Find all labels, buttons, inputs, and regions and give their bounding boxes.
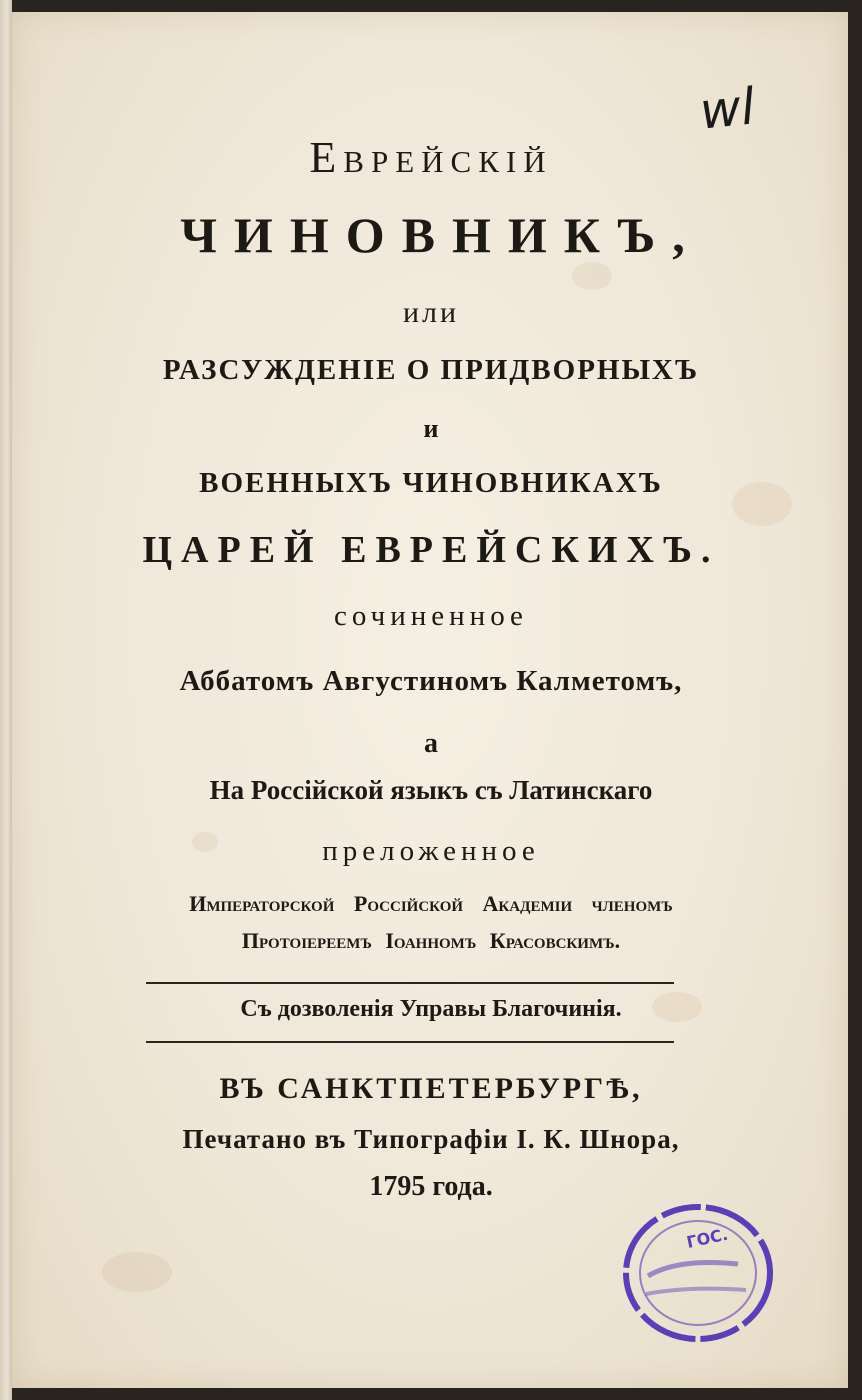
library-stamp — [618, 1198, 778, 1348]
imprint-city: ВЪ САНКТПЕТЕРБУРГѢ, — [219, 1072, 643, 1105]
title-or: или — [402, 296, 460, 329]
divider-rule-bottom — [146, 1041, 674, 1043]
translator-line-1: Императорской Россійской Академіи членомъ — [189, 891, 673, 916]
conjunction: а — [424, 728, 438, 759]
divider-rule-top — [146, 982, 674, 984]
author-line: Аббатомъ Августиномъ Калметомъ, — [179, 665, 683, 697]
censorship-permission: Съ дозволенія Управы Благочинія. — [240, 996, 622, 1022]
translated-label: преложенное — [322, 835, 540, 867]
stamp-text: ГОС. — [684, 1224, 730, 1252]
imprint-year: 1795 года. — [369, 1171, 493, 1202]
translation-line: На Россійской языкъ съ Латинскаго — [209, 775, 653, 805]
foxing-spot — [572, 262, 612, 290]
subtitle-and: и — [423, 414, 439, 443]
subtitle-line-3: ЦАРЕЙ ЕВРЕЙСКИХЪ. — [142, 529, 720, 571]
title-line-1: Еврейскій — [309, 133, 553, 182]
composed-label: сочиненное — [334, 600, 528, 632]
foxing-spot — [102, 1252, 172, 1292]
imprint-printer: Печатано въ Типографіи I. К. Шнора, — [182, 1124, 680, 1154]
translator-line-2: Протоіереемъ Іоанномъ Красовскимъ. — [241, 928, 621, 953]
subtitle-line-2: ВОЕННЫХЪ ЧИНОВНИКАХЪ — [199, 467, 663, 499]
handwritten-shelfmark: wl — [697, 77, 758, 141]
subtitle-line-1: РАЗСУЖДЕНІЕ О ПРИДВОРНЫХЪ — [162, 354, 700, 386]
title-line-2: ЧИНОВНИКЪ, — [180, 207, 702, 263]
